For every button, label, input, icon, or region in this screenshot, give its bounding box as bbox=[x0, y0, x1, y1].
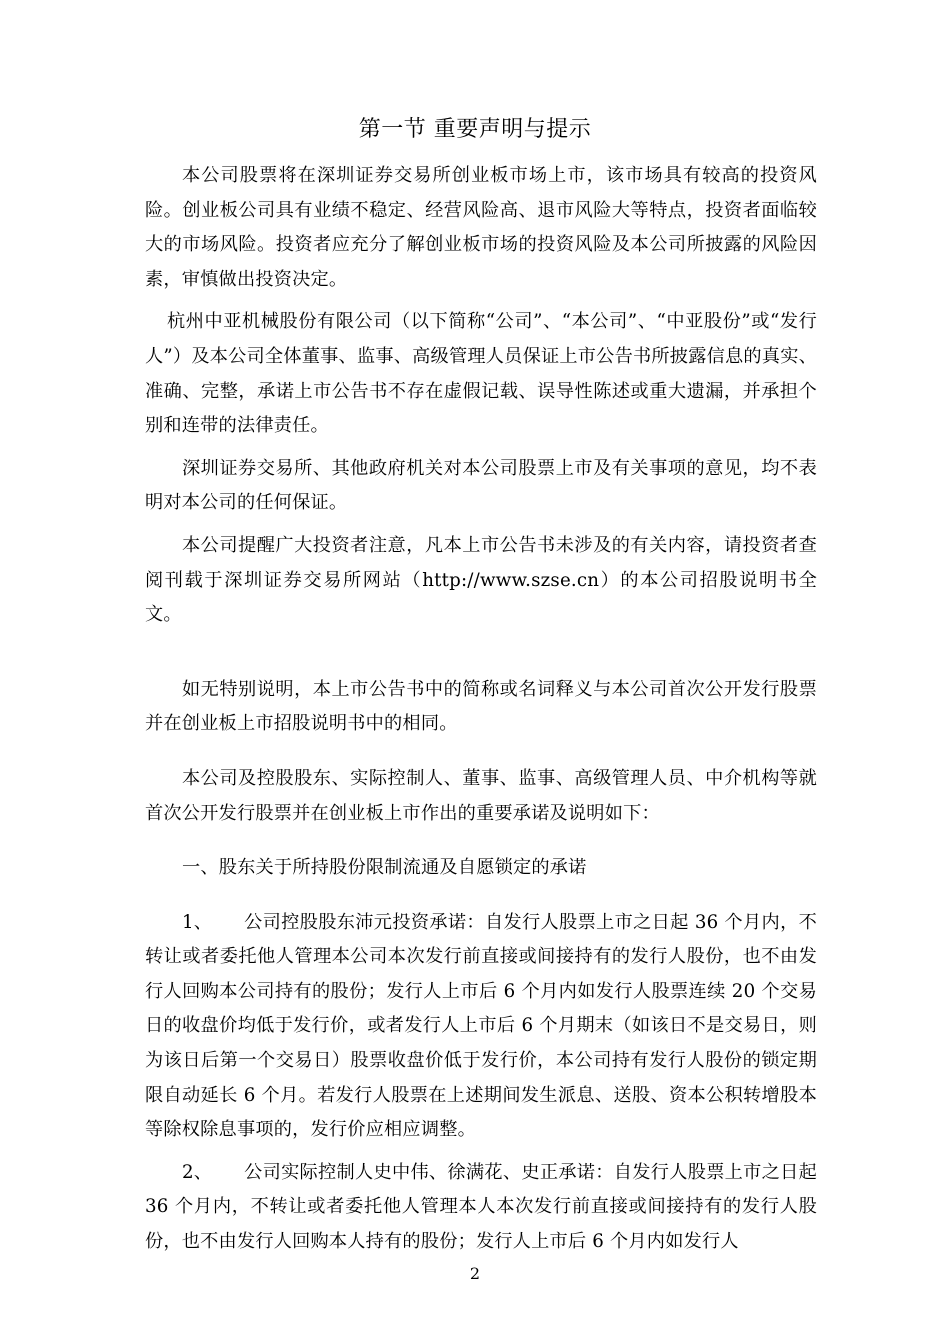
paragraph-definitions-note: 如无特别说明，本上市公告书中的简称或名词释义与本公司首次公开发行股票并在创业板上市招股说明书中的相同。 bbox=[145, 678, 817, 735]
paragraph-risk-warning: 本公司股票将在深圳证券交易所创业板市场上市，该市场具有较高的投资风险。创业板公司具有业绩不稳定、经营风险高、退市风险大等特点，投资者面临较大的市场风险。投资者应充分了解创业板市场的投资风险及本公司所披露的风险因素，审慎做出投资决定。 bbox=[145, 165, 817, 290]
document-body bbox=[145, 159, 817, 1260]
section-heading-share-lockup: 一、股东关于所持股份限制流通及自愿锁定的承诺 bbox=[182, 857, 587, 879]
list-item-controlling-shareholder bbox=[145, 906, 817, 1148]
paragraph-investor-reminder: 本公司提醒广大投资者注意，凡本上市公告书未涉及的有关内容，请投资者查阅刊载于深圳证券交易所网站（http://www.szse.cn）的本公司招股说明书全文。 bbox=[145, 534, 817, 626]
list-item-text: 公司控股股东沛元投资承诺：自发行人股票上市之日起 36 个月内，不转让或者委托他人管理本公司本次发行前直接或间接持有的发行人股份，也不由发行人回购本公司持有的股份；发行人上市后 6 个月内如发行人股票连续 20 个交易日的收盘价均低于发行价，或者发行人上市后 6 个月期末（如该日不是交易日，则为该日后第一个交易日）股票收盘价低于发行价，本公司持有发行人股份的锁定期限自动延长 6 个月。若发行人股票在上述期间发生派息、送股、资本公积转增股本等除权除息事项的，发行价应相应调整。 bbox=[145, 911, 817, 1141]
page-title: 第一节 重要声明与提示 bbox=[358, 117, 592, 142]
paragraph-exchange-disclaimer: 深圳证券交易所、其他政府机关对本公司股票上市及有关事项的意见，均不表明对本公司的任何保证。 bbox=[145, 457, 817, 514]
page-number: 2 bbox=[469, 1264, 481, 1283]
list-item-actual-controller bbox=[145, 1156, 817, 1260]
list-item-number: 2、 bbox=[182, 1161, 213, 1183]
paragraph-company-statement: 杭州中亚机械股份有限公司（以下简称“公司”、“本公司”、“中亚股份”或“发行人”）及本公司全体董事、监事、高级管理人员保证上市公告书所披露信息的真实、准确、完整，承诺上市公告书不存在虚假记载、误导性陈述或重大遗漏，并承担个别和连带的法律责任。 bbox=[145, 311, 817, 437]
list-item-number: 1、 bbox=[182, 911, 213, 933]
list-item-text: 公司实际控制人史中伟、徐满花、史正承诺：自发行人股票上市之日起 36 个月内，不转让或者委托他人管理本人本次发行前直接或间接持有的发行人股份，也不由发行人回购本人持有的股份；发行人上市后 6 个月内如发行人 bbox=[145, 1161, 817, 1253]
paragraph-commitments-intro: 本公司及控股股东、实际控制人、董事、监事、高级管理人员、中介机构等就首次公开发行股票并在创业板上市作出的重要承诺及说明如下： bbox=[145, 767, 817, 824]
